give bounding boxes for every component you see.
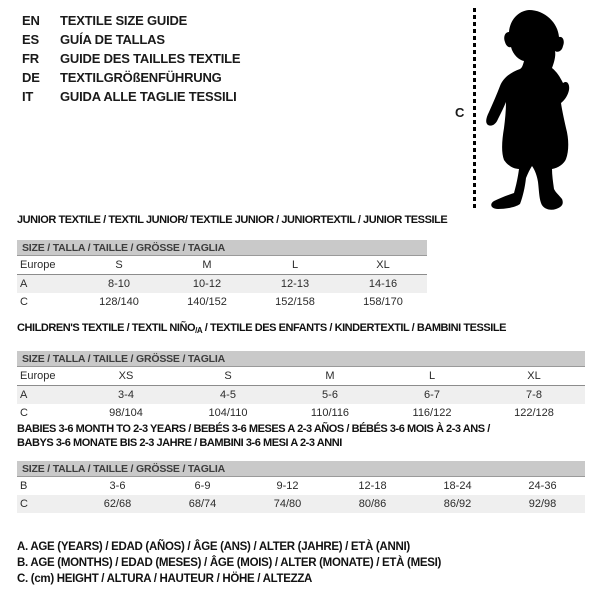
footnote: A. AGE (YEARS) / EDAD (AÑOS) / ÂGE (ANS) / ALTER (JAHRE) / ETÀ (ANNI) xyxy=(17,541,410,553)
table-title-line2: BABYS 3-6 MONATE BIS 2-3 JAHRE / BAMBINI 3-6 MESI A 2-3 ANNI xyxy=(17,437,342,449)
column-header: S xyxy=(177,367,279,386)
table-cell: 6-7 xyxy=(381,386,483,405)
table-title-subscript: /A xyxy=(195,326,203,335)
table-cell: 62/68 xyxy=(75,495,160,513)
size-header-bar: SIZE / TALLA / TAILLE / GRÖSSE / TAGLIA xyxy=(17,461,585,477)
babies-size-table xyxy=(17,477,585,513)
table-cell: 24-36 xyxy=(528,480,557,492)
column-header: L xyxy=(251,256,339,275)
table-cell: 104/110 xyxy=(208,407,248,419)
table-cell: 3-6 xyxy=(109,480,126,492)
table-cell: 158/170 xyxy=(363,296,403,308)
column-header: L xyxy=(381,367,483,386)
table-cell: 122/128 xyxy=(514,407,554,419)
table-cell: 5-6 xyxy=(279,386,381,405)
language-row xyxy=(22,30,240,49)
column-header: XL xyxy=(339,256,427,275)
table-cell: 68/74 xyxy=(160,495,245,513)
table-cell: 116/122 xyxy=(412,407,452,419)
table-title: JUNIOR TEXTILE / TEXTIL JUNIOR/ TEXTILE JUNIOR / JUNIORTEXTIL / JUNIOR TESSILE xyxy=(17,214,448,226)
table-row xyxy=(17,495,585,513)
language-row xyxy=(22,11,240,30)
size-header-bar: SIZE / TALLA / TAILLE / GRÖSSE / TAGLIA xyxy=(17,351,585,367)
table-cell: 18-24 xyxy=(443,480,472,492)
language-row xyxy=(22,68,240,87)
table-cell: 74/80 xyxy=(245,495,330,513)
table-title-text: CHILDREN'S TEXTILE / TEXTIL NIÑO xyxy=(17,322,196,334)
childrens-size-table xyxy=(17,367,585,422)
table-cell: 80/86 xyxy=(330,495,415,513)
region-label: Europe xyxy=(17,367,75,386)
language-code: FR xyxy=(22,51,39,66)
table-cell: 10-12 xyxy=(163,275,251,294)
language-label: GUIDA ALLE TAGLIE TESSILI xyxy=(60,89,237,104)
language-label: TEXTILGRÖßENFÜHRUNG xyxy=(60,70,222,85)
column-header: M xyxy=(279,367,381,386)
table-title-line1: BABIES 3-6 MONTH TO 2-3 YEARS / BEBÉS 3-6 MESES A 2-3 AÑOS / BÉBÉS 3-6 MOIS À 2-3 ANS / xyxy=(17,423,490,435)
row-label: A xyxy=(17,275,75,294)
footnotes xyxy=(17,539,441,587)
table-cell: 86/92 xyxy=(415,495,500,513)
table-cell: 140/152 xyxy=(187,296,227,308)
column-header: XL xyxy=(483,367,585,386)
language-code: EN xyxy=(22,13,40,28)
measure-label-c: C xyxy=(455,105,465,120)
row-label: B xyxy=(20,480,28,492)
column-header: XS xyxy=(75,367,177,386)
table-cell: 92/98 xyxy=(500,495,585,513)
column-header: M xyxy=(163,256,251,275)
language-row xyxy=(22,87,240,106)
height-measure-dashed-line xyxy=(473,8,476,210)
babies-textile-section xyxy=(17,422,585,513)
language-code: DE xyxy=(22,70,40,85)
table-cell: 98/104 xyxy=(109,407,143,419)
table-row xyxy=(17,404,585,422)
footnote: B. AGE (MONTHS) / EDAD (MESES) / ÂGE (MOIS) / ALTER (MONATE) / ETÀ (MESI) xyxy=(17,557,442,569)
table-row xyxy=(17,386,585,405)
size-header-bar: SIZE / TALLA / TAILLE / GRÖSSE / TAGLIA xyxy=(17,240,427,256)
table-cell: 12-18 xyxy=(358,480,387,492)
table-cell: 14-16 xyxy=(339,275,427,294)
table-row xyxy=(17,275,427,294)
language-label: TEXTILE SIZE GUIDE xyxy=(60,13,188,28)
baby-silhouette-icon xyxy=(482,6,597,212)
childrens-textile-section xyxy=(17,321,585,422)
row-label: C xyxy=(20,296,28,308)
table-cell: 7-8 xyxy=(483,386,585,405)
language-header xyxy=(22,11,240,106)
table-cell: 12-13 xyxy=(251,275,339,294)
language-row xyxy=(22,49,240,68)
table-cell: 4-5 xyxy=(177,386,279,405)
table-cell: 110/116 xyxy=(310,407,350,419)
row-label: C xyxy=(20,407,28,419)
table-cell: 6-9 xyxy=(194,480,211,492)
language-code: ES xyxy=(22,32,39,47)
table-row xyxy=(17,477,585,495)
table-title-text: / TEXTILE DES ENFANTS / KINDERTEXTIL / BAMBINI TESSILE xyxy=(202,322,507,334)
table-cell: 3-4 xyxy=(75,386,177,405)
language-label: GUIDE DES TAILLES TEXTILE xyxy=(60,51,241,66)
footnote: C. (cm) HEIGHT / ALTURA / HAUTEUR / HÖHE / ALTEZZA xyxy=(17,573,313,585)
language-code: IT xyxy=(22,89,34,104)
region-label: Europe xyxy=(17,256,75,275)
table-cell: 8-10 xyxy=(75,275,163,294)
column-header: S xyxy=(75,256,163,275)
table-title xyxy=(17,321,585,338)
column-header-row xyxy=(17,256,427,275)
table-row xyxy=(17,293,427,311)
language-label: GUÍA DE TALLAS xyxy=(60,32,165,47)
table-cell: 128/140 xyxy=(99,296,139,308)
table-cell: 9-12 xyxy=(276,480,299,492)
row-label: C xyxy=(17,495,75,513)
row-label: A xyxy=(17,386,75,405)
column-header-row xyxy=(17,367,585,386)
junior-size-table xyxy=(17,256,427,311)
junior-textile-section xyxy=(17,213,448,311)
table-cell: 152/158 xyxy=(275,296,315,308)
